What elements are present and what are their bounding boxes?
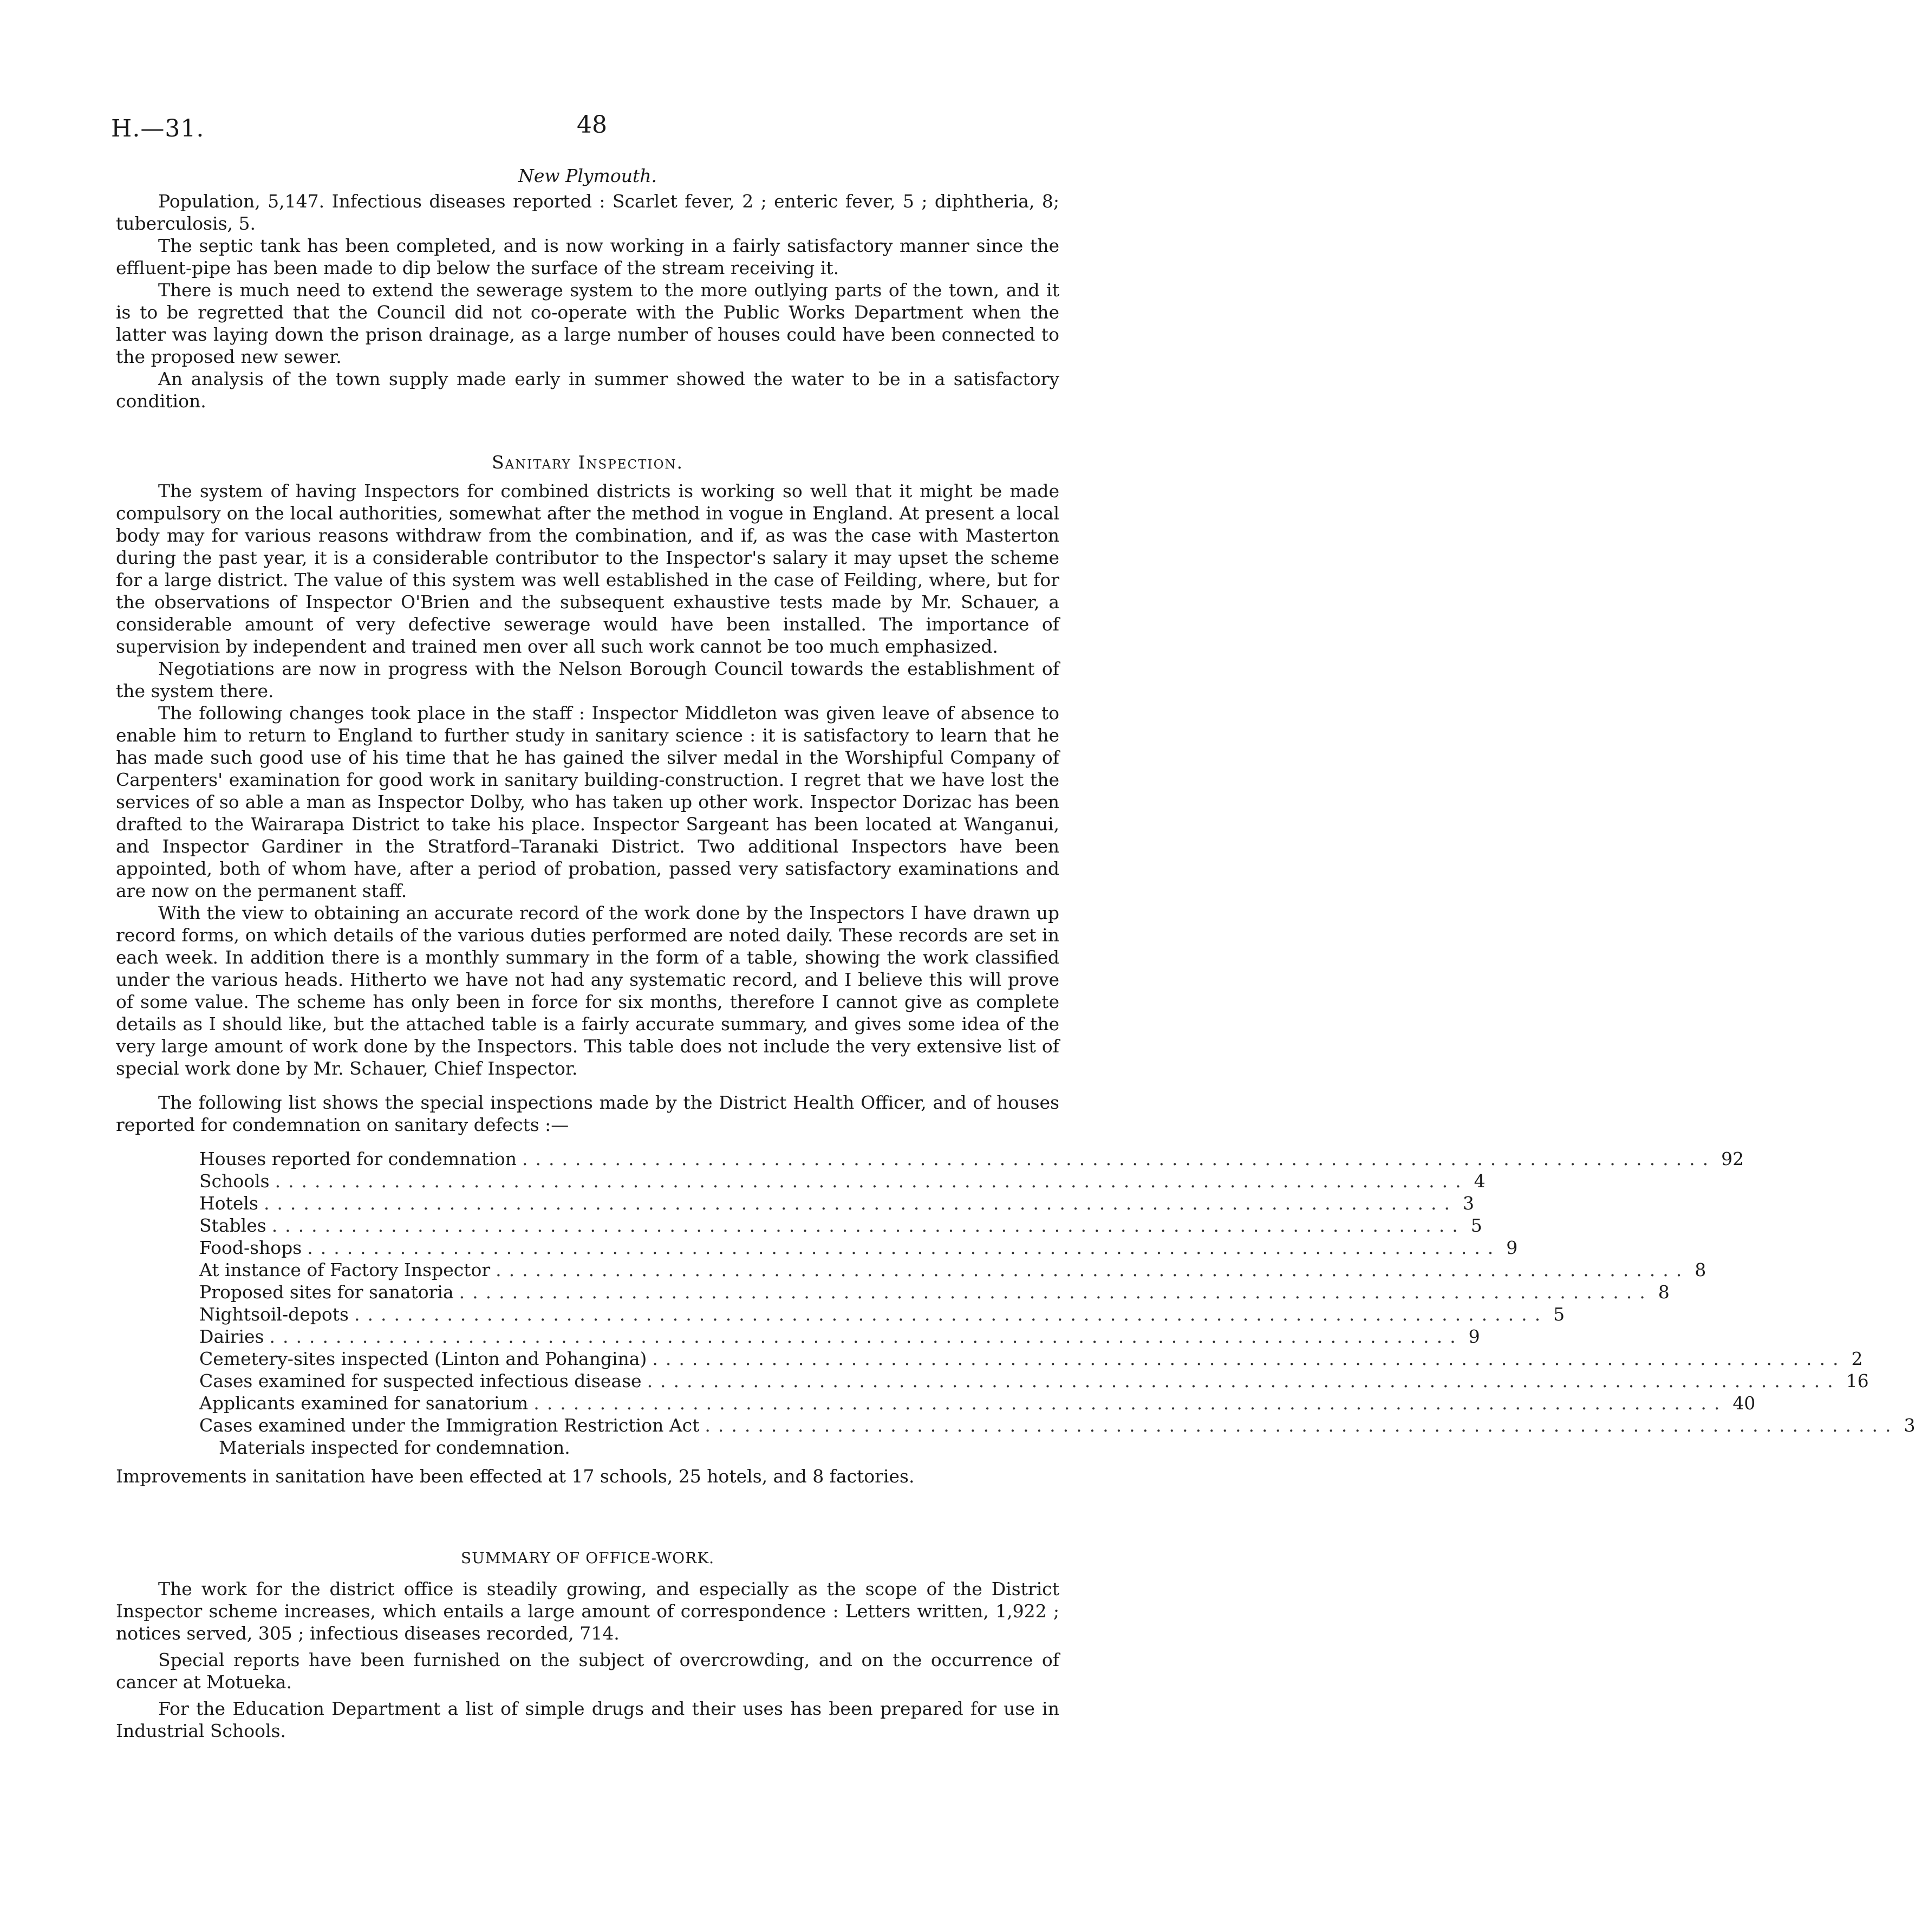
list-item: At instance of Factory Inspector .......................................................................................... 8 xyxy=(199,1259,1706,1280)
list-item: Stables .......................................................................................... 5 xyxy=(199,1215,1482,1236)
list-item-value: 4 xyxy=(1474,1170,1486,1192)
list-subline: Materials inspected for condemnation. xyxy=(219,1437,570,1458)
list-item-label: Proposed sites for sanatoria xyxy=(199,1282,454,1303)
section-title-new-plymouth: New Plymouth. xyxy=(518,165,657,186)
list-item-label: Hotels xyxy=(199,1193,258,1214)
list-item-value: 5 xyxy=(1470,1215,1482,1236)
list-item-value: 3 xyxy=(1463,1193,1475,1214)
paragraph: The following changes took place in the staff : Inspector Middleton was given leave of absence to enable him to return to England to further study in sanitary science : it is satisfactory to learn that he has made such good use of his time that he has gained the silver medal in the Worshipful Company of Carpenters' examination for good work in sanitary building-construction. I regret that we have lost the services of so able a man as Inspector Dolby, who has taken up other work. Inspector Dorizac has been drafted to the Wairarapa District to take his place. Inspector Sargeant has been located at Wanganui, and Inspector Gardiner in the Stratford–Taranaki District. Two additional Inspectors have been appointed, both of whom have, after a period of probation, passed very satisfactory examinations and are now on the permanent staff. xyxy=(116,702,1059,901)
paragraph: With the view to obtaining an accurate record of the work done by the Inspectors I have drawn up record forms, on which details of the various duties performed are noted daily. These records are set in each week. In addition there is a monthly summary in the form of a table, showing the work classified under the various heads. Hitherto we have not had any systematic record, and I believe this will prove of some value. The scheme has only been in force for six months, therefore I cannot give as complete details as I should like, but the attached table is a fairly accurate summary, and gives some idea of the very large amount of work done by the Inspectors. This table does not include the very extensive list of special work done by Mr. Schauer, Chief Inspector. xyxy=(116,902,1059,1079)
list-item-value: 16 xyxy=(1846,1370,1869,1391)
list-item-label: Schools xyxy=(199,1170,270,1192)
list-item-value: 9 xyxy=(1506,1237,1518,1258)
list-intro: The following list shows the special inspections made by the District Health Officer, and of houses reported for condemnation on sanitary defects :— xyxy=(116,1092,1059,1135)
list-item-label: Food-shops xyxy=(199,1237,302,1258)
list-item-value: 40 xyxy=(1732,1393,1756,1414)
list-item-label: Cases examined for suspected infectious disease xyxy=(199,1370,642,1391)
list-item-label: Houses reported for condemnation xyxy=(199,1148,517,1169)
paragraph: The work for the district office is steadily growing, and especially as the scope of the District Inspector scheme increases, which entails a large amount of correspondence : Letters written, 1,922 ; notices served, 305 ; infectious diseases recorded, 714. xyxy=(116,1578,1059,1644)
list-item-value: 2 xyxy=(1851,1348,1863,1369)
section-title-sanitary-inspection: Sanitary Inspection. xyxy=(491,452,684,473)
list-item-value: 5 xyxy=(1553,1304,1565,1325)
list-item-label: Applicants examined for sanatorium xyxy=(199,1393,529,1414)
page-number: 48 xyxy=(577,111,607,139)
main-text xyxy=(116,165,1915,1742)
list-item-value: 9 xyxy=(1468,1326,1480,1347)
list-item-value: 3 xyxy=(1904,1415,1915,1436)
paragraph: The system of having Inspectors for combined districts is working so well that it might be made compulsory on the local authorities, somewhat after the method in vogue in England. At present a local body may for various reasons withdraw from the combination, and if, as was the case with Masterton during the past year, it is a considerable contributor to the Inspector's salary it may upset the scheme for a large district. The value of this system was well established in the case of Feilding, where, but for the observations of Inspector O'Brien and the subsequent exhaustive tests made by Mr. Schauer, a considerable amount of very defective sewerage would have been installed. The importance of supervision by independent and trained men over all such work cannot be too much emphasized. xyxy=(116,480,1059,657)
list-item: Hotels .......................................................................................... 3 xyxy=(199,1193,1475,1214)
list-item: Schools .......................................................................................... 4 xyxy=(199,1170,1486,1192)
paragraph: Negotiations are now in progress with the Nelson Borough Council towards the establishment of the system there. xyxy=(116,658,1059,701)
list-item: Food-shops .......................................................................................... 9 xyxy=(199,1237,1518,1258)
list-item-label: Dairies xyxy=(199,1326,264,1347)
report-reference: H.—31. xyxy=(111,115,205,142)
list-item: Dairies .......................................................................................... 9 xyxy=(199,1326,1480,1347)
improvements-note: Improvements in sanitation have been effected at 17 schools, 25 hotels, and 8 factories. xyxy=(116,1466,915,1487)
list-item-label: Cases examined under the Immigration Restriction Act xyxy=(199,1415,700,1436)
section-title-office-work: SUMMARY OF OFFICE-WORK. xyxy=(460,1549,715,1567)
paragraph: Special reports have been furnished on the subject of overcrowding, and on the occurrence of cancer at Motueka. xyxy=(116,1649,1059,1693)
list-item: Cases examined for suspected infectious disease .......................................................................................... 16 xyxy=(199,1370,1869,1391)
list-item-label: Stables xyxy=(199,1215,266,1236)
list-item-label: Cemetery-sites inspected (Linton and Pohangina) xyxy=(199,1348,647,1369)
list-item-label: Nightsoil-depots xyxy=(199,1304,349,1325)
list-item-value: 8 xyxy=(1695,1259,1706,1280)
paragraph: The septic tank has been completed, and is now working in a fairly satisfactory manner since the effluent-pipe has been made to dip below the surface of the stream receiving it. xyxy=(116,235,1059,278)
list-item: Proposed sites for sanatoria .......................................................................................... 8 xyxy=(199,1282,1670,1303)
list-item: Nightsoil-depots .......................................................................................... 5 xyxy=(199,1304,1565,1325)
paragraph: There is much need to extend the sewerage system to the more outlying parts of the town, and it is to be regretted that the Council did not co-operate with the Public Works Department when the latter was laying down the prison drainage, as a large number of houses could have been connected to the proposed new sewer. xyxy=(116,279,1059,367)
list-item: Cemetery-sites inspected (Linton and Pohangina) .......................................................................................... 2 xyxy=(199,1348,1863,1369)
list-item-value: 92 xyxy=(1721,1148,1744,1169)
paragraph: Population, 5,147. Infectious diseases reported : Scarlet fever, 2 ; enteric fever, 5 ; diphtheria, 8; tuberculosis, 5. xyxy=(116,191,1059,234)
list-item: Houses reported for condemnation .......................................................................................... 92 xyxy=(199,1148,1744,1169)
inspection-list xyxy=(199,1148,1915,1459)
paragraph: For the Education Department a list of simple drugs and their uses has been prepared for use in Industrial Schools. xyxy=(116,1698,1059,1741)
list-item: Cases examined under the Immigration Restriction Act .......................................................................................... 3 xyxy=(199,1415,1915,1436)
paragraph: An analysis of the town supply made early in summer showed the water to be in a satisfactory condition. xyxy=(116,368,1059,412)
list-item: Applicants examined for sanatorium .......................................................................................... 40 xyxy=(199,1393,1756,1414)
list-item-label: At instance of Factory Inspector xyxy=(199,1259,491,1280)
list-item-value: 8 xyxy=(1658,1282,1670,1303)
